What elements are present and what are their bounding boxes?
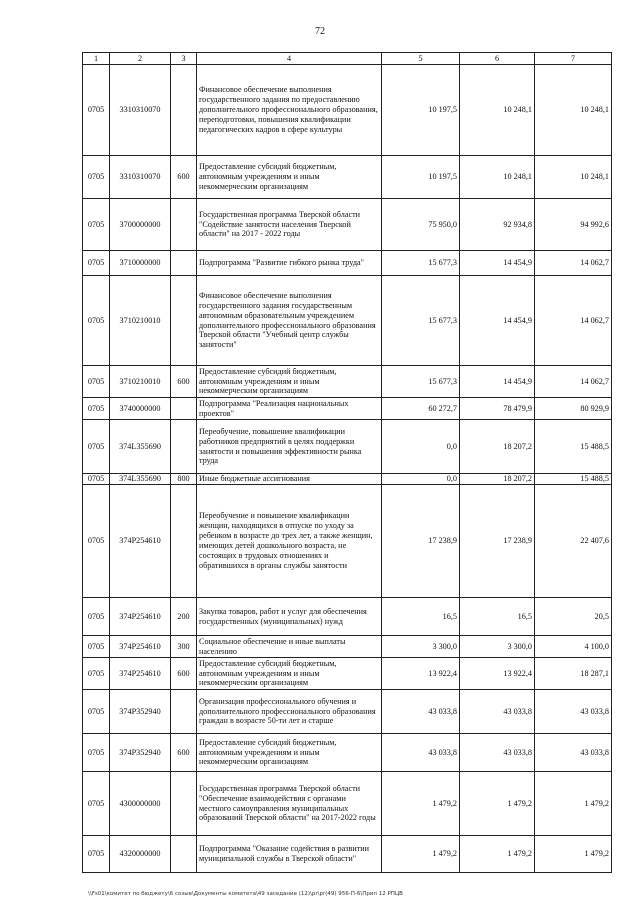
amount-col6: 3 300,0 <box>460 636 535 658</box>
section-code: 0705 <box>83 658 110 690</box>
amount-col6: 78 479,9 <box>460 398 535 420</box>
target-article-code: 374P254610 <box>110 485 171 598</box>
amount-col7: 10 248,1 <box>535 156 612 199</box>
amount-col6: 1 479,2 <box>460 836 535 873</box>
amount-col7: 43 033,8 <box>535 690 612 734</box>
amount-col7: 14 062,7 <box>535 251 612 276</box>
amount-col7: 15 488,5 <box>535 474 612 485</box>
column-header: 3 <box>171 53 197 65</box>
expense-type-code <box>171 276 197 366</box>
expense-type-code: 600 <box>171 658 197 690</box>
amount-col6: 43 033,8 <box>460 734 535 772</box>
amount-col6: 18 207,2 <box>460 420 535 474</box>
table-row <box>83 734 612 772</box>
section-code: 0705 <box>83 398 110 420</box>
amount-col5: 15 677,3 <box>382 276 460 366</box>
target-article-code: 3310310070 <box>110 65 171 156</box>
amount-col6: 14 454,9 <box>460 366 535 398</box>
expense-type-code <box>171 199 197 251</box>
section-code: 0705 <box>83 276 110 366</box>
amount-col7: 10 248,1 <box>535 65 612 156</box>
amount-col5: 13 922,4 <box>382 658 460 690</box>
expense-type-code: 600 <box>171 366 197 398</box>
column-header: 2 <box>110 53 171 65</box>
table-row <box>83 251 612 276</box>
amount-col5: 0,0 <box>382 474 460 485</box>
target-article-code: 3310310070 <box>110 156 171 199</box>
amount-col6: 14 454,9 <box>460 251 535 276</box>
table-row <box>83 65 612 156</box>
expense-type-code <box>171 836 197 873</box>
expense-type-code: 300 <box>171 636 197 658</box>
expense-type-code: 800 <box>171 474 197 485</box>
section-code: 0705 <box>83 65 110 156</box>
amount-col7: 80 929,9 <box>535 398 612 420</box>
target-article-code: 4320000000 <box>110 836 171 873</box>
amount-col6: 14 454,9 <box>460 276 535 366</box>
target-article-code: 3710000000 <box>110 251 171 276</box>
table-row <box>83 690 612 734</box>
amount-col7: 20,5 <box>535 598 612 636</box>
amount-col7: 14 062,7 <box>535 366 612 398</box>
expense-type-code <box>171 398 197 420</box>
amount-col5: 16,5 <box>382 598 460 636</box>
column-header: 5 <box>382 53 460 65</box>
amount-col6: 16,5 <box>460 598 535 636</box>
section-code: 0705 <box>83 836 110 873</box>
item-description: Предоставление субсидий бюджетным, автономным учреждениям и иным некоммерческим организациям <box>197 366 382 398</box>
item-description: Переобучение и повышение квалификации женщин, находящихся в отпуске по уходу за ребенком в возрасте до трех лет, а также женщин, имеющих детей дошкольного возраста, не состоящих в трудовых отношениях и обратившихся в органы службы занятости <box>197 485 382 598</box>
table-row <box>83 398 612 420</box>
expense-type-code <box>171 772 197 836</box>
amount-col7: 1 479,2 <box>535 836 612 873</box>
target-article-code: 374P254610 <box>110 598 171 636</box>
table-row <box>83 156 612 199</box>
table-row <box>83 836 612 873</box>
amount-col6: 10 248,1 <box>460 156 535 199</box>
table-row <box>83 658 612 690</box>
item-description: Государственная программа Тверской области "Обеспечение взаимодействия с органами местного самоуправления муниципальных образований Тверской области" на 2017-2022 годы <box>197 772 382 836</box>
amount-col7: 15 488,5 <box>535 420 612 474</box>
item-description: Подпрограмма "Оказание содействия в развитии муниципальной службы в Тверской области" <box>197 836 382 873</box>
target-article-code: 374P352940 <box>110 690 171 734</box>
item-description: Подпрограмма "Реализация национальных проектов" <box>197 398 382 420</box>
section-code: 0705 <box>83 772 110 836</box>
target-article-code: 374P254610 <box>110 636 171 658</box>
file-path-footer: \\Fs01\комитет по бюджету\6 созыв\Документы комитета\49 заседание (12)\pr\pr(49) 956-П-6\Прил 12 РПЦВ <box>88 891 403 897</box>
item-description: Государственная программа Тверской области "Содействие занятости населения Тверской области" на 2017 - 2022 годы <box>197 199 382 251</box>
item-description: Переобучение, повышение квалификации работников предприятий в целях поддержки занятости и повышения эффективности рынка труда <box>197 420 382 474</box>
target-article-code: 3710210010 <box>110 366 171 398</box>
amount-col5: 15 677,3 <box>382 366 460 398</box>
target-article-code: 374P254610 <box>110 658 171 690</box>
expense-type-code <box>171 65 197 156</box>
table-row <box>83 636 612 658</box>
section-code: 0705 <box>83 474 110 485</box>
section-code: 0705 <box>83 598 110 636</box>
amount-col6: 10 248,1 <box>460 65 535 156</box>
section-code: 0705 <box>83 734 110 772</box>
expense-type-code <box>171 251 197 276</box>
expense-type-code <box>171 420 197 474</box>
amount-col5: 1 479,2 <box>382 772 460 836</box>
amount-col6: 92 934,8 <box>460 199 535 251</box>
item-description: Предоставление субсидий бюджетным, автономным учреждениям и иным некоммерческим организациям <box>197 156 382 199</box>
budget-table <box>82 52 612 873</box>
table-row <box>83 598 612 636</box>
column-header: 4 <box>197 53 382 65</box>
table-row <box>83 485 612 598</box>
amount-col5: 1 479,2 <box>382 836 460 873</box>
amount-col7: 22 407,6 <box>535 485 612 598</box>
section-code: 0705 <box>83 366 110 398</box>
amount-col5: 60 272,7 <box>382 398 460 420</box>
amount-col6: 13 922,4 <box>460 658 535 690</box>
amount-col5: 3 300,0 <box>382 636 460 658</box>
section-code: 0705 <box>83 485 110 598</box>
amount-col5: 15 677,3 <box>382 251 460 276</box>
header-row <box>83 53 612 65</box>
item-description: Подпрограмма "Развитие гибкого рынка труда" <box>197 251 382 276</box>
target-article-code: 3710210010 <box>110 276 171 366</box>
column-header: 7 <box>535 53 612 65</box>
item-description: Предоставление субсидий бюджетным, автономным учреждениям и иным некоммерческим организациям <box>197 658 382 690</box>
item-description: Организация профессионального обучения и дополнительного профессионального образования граждан в возрасте 50-ти лет и старше <box>197 690 382 734</box>
page-number: 72 <box>315 26 325 37</box>
amount-col6: 43 033,8 <box>460 690 535 734</box>
amount-col7: 4 100,0 <box>535 636 612 658</box>
target-article-code: 374L355690 <box>110 474 171 485</box>
amount-col5: 10 197,5 <box>382 156 460 199</box>
amount-col5: 43 033,8 <box>382 734 460 772</box>
table-row <box>83 420 612 474</box>
amount-col6: 1 479,2 <box>460 772 535 836</box>
amount-col7: 94 992,6 <box>535 199 612 251</box>
table-row <box>83 276 612 366</box>
column-header: 6 <box>460 53 535 65</box>
table-row <box>83 366 612 398</box>
target-article-code: 3700000000 <box>110 199 171 251</box>
expense-type-code: 200 <box>171 598 197 636</box>
amount-col6: 17 238,9 <box>460 485 535 598</box>
item-description: Финансовое обеспечение выполнения государственного задания государственным автономным образовательным учреждением дополнительного профессионального образования Тверской области "Учебный центр службы занятости" <box>197 276 382 366</box>
amount-col7: 43 033,8 <box>535 734 612 772</box>
item-description: Иные бюджетные ассигнования <box>197 474 382 485</box>
expense-type-code: 600 <box>171 734 197 772</box>
amount-col5: 10 197,5 <box>382 65 460 156</box>
amount-col7: 14 062,7 <box>535 276 612 366</box>
section-code: 0705 <box>83 690 110 734</box>
expense-type-code: 600 <box>171 156 197 199</box>
table-row <box>83 474 612 485</box>
item-description: Закупка товаров, работ и услуг для обеспечения государственных (муниципальных) нужд <box>197 598 382 636</box>
item-description: Социальное обеспечение и иные выплаты населению <box>197 636 382 658</box>
amount-col7: 1 479,2 <box>535 772 612 836</box>
item-description: Финансовое обеспечение выполнения государственного задания по предоставлению дополнительного профессионального образования, переподготовки, повышения квалификации педагогических кадров в сфере культуры <box>197 65 382 156</box>
target-article-code: 374L355690 <box>110 420 171 474</box>
section-code: 0705 <box>83 420 110 474</box>
amount-col5: 75 950,0 <box>382 199 460 251</box>
target-article-code: 3740000000 <box>110 398 171 420</box>
amount-col7: 18 287,1 <box>535 658 612 690</box>
amount-col6: 18 207,2 <box>460 474 535 485</box>
target-article-code: 4300000000 <box>110 772 171 836</box>
expense-type-code <box>171 485 197 598</box>
amount-col5: 17 238,9 <box>382 485 460 598</box>
item-description: Предоставление субсидий бюджетным, автономным учреждениям и иным некоммерческим организациям <box>197 734 382 772</box>
section-code: 0705 <box>83 156 110 199</box>
table-row <box>83 772 612 836</box>
amount-col5: 43 033,8 <box>382 690 460 734</box>
section-code: 0705 <box>83 251 110 276</box>
amount-col5: 0,0 <box>382 420 460 474</box>
target-article-code: 374P352940 <box>110 734 171 772</box>
column-header: 1 <box>83 53 110 65</box>
expense-type-code <box>171 690 197 734</box>
table-row <box>83 199 612 251</box>
section-code: 0705 <box>83 199 110 251</box>
section-code: 0705 <box>83 636 110 658</box>
